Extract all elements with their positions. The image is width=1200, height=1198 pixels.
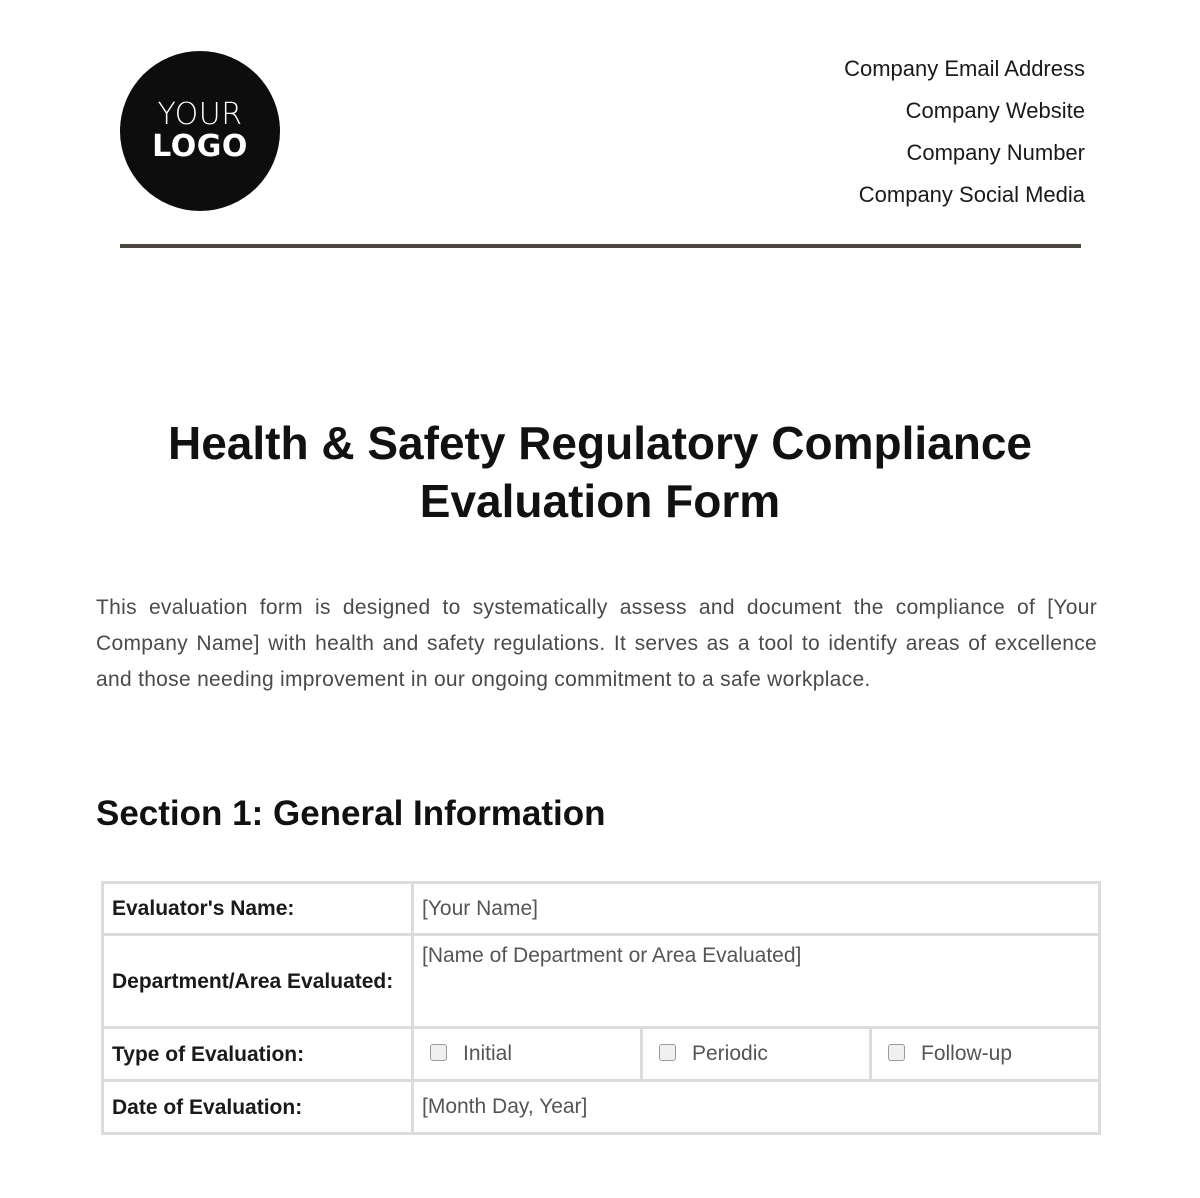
company-email: Company Email Address — [844, 56, 1085, 81]
evaluation-date-label: Date of Evaluation: — [103, 1081, 413, 1134]
option-label-follow-up: Follow-up — [921, 1042, 1013, 1065]
table-row — [103, 883, 1100, 935]
company-social-media: Company Social Media — [858, 182, 1085, 207]
document-title-line2: Evaluation Form — [419, 475, 781, 527]
logo-text-top: YOUR — [157, 97, 243, 132]
evaluator-name-field[interactable]: [Your Name] — [413, 883, 1100, 935]
document-title-line1: Health & Safety Regulatory Compliance — [168, 417, 1032, 469]
evaluation-date-field[interactable]: [Month Day, Year] — [413, 1081, 1100, 1134]
checkbox-follow-up[interactable] — [888, 1044, 905, 1061]
option-label-initial: Initial — [463, 1042, 513, 1065]
evaluation-type-option-initial[interactable] — [413, 1028, 642, 1081]
company-contact-block — [844, 53, 1085, 221]
section-heading: Section 1: General Information — [96, 794, 606, 833]
company-logo — [120, 51, 280, 211]
option-label-periodic: Periodic — [692, 1042, 768, 1065]
header-divider — [120, 244, 1081, 248]
table-row — [103, 1028, 1100, 1081]
intro-paragraph: This evaluation form is designed to systematically assess and document the compliance of [Your Company Name] with health and safety regulations. It serves as a tool to identify areas of excellence and those needing improvement in our ongoing commitment to a safe workplace. — [96, 596, 1097, 691]
checkbox-periodic[interactable] — [659, 1044, 676, 1061]
evaluation-type-option-periodic[interactable] — [642, 1028, 871, 1081]
evaluation-type-option-follow-up[interactable] — [871, 1028, 1100, 1081]
company-website: Company Website — [905, 98, 1085, 123]
evaluator-name-label: Evaluator's Name: — [103, 883, 413, 935]
table-row — [103, 935, 1100, 1028]
table-row — [103, 1081, 1100, 1134]
logo-text-bottom: LOGO — [152, 129, 248, 164]
department-field[interactable]: [Name of Department or Area Evaluated] — [413, 935, 1100, 1028]
department-label: Department/Area Evaluated: — [103, 935, 413, 1028]
general-information-table — [101, 881, 1101, 1135]
company-number: Company Number — [906, 140, 1085, 165]
evaluation-type-label: Type of Evaluation: — [103, 1028, 413, 1081]
checkbox-initial[interactable] — [430, 1044, 447, 1061]
document-title — [60, 414, 1140, 530]
